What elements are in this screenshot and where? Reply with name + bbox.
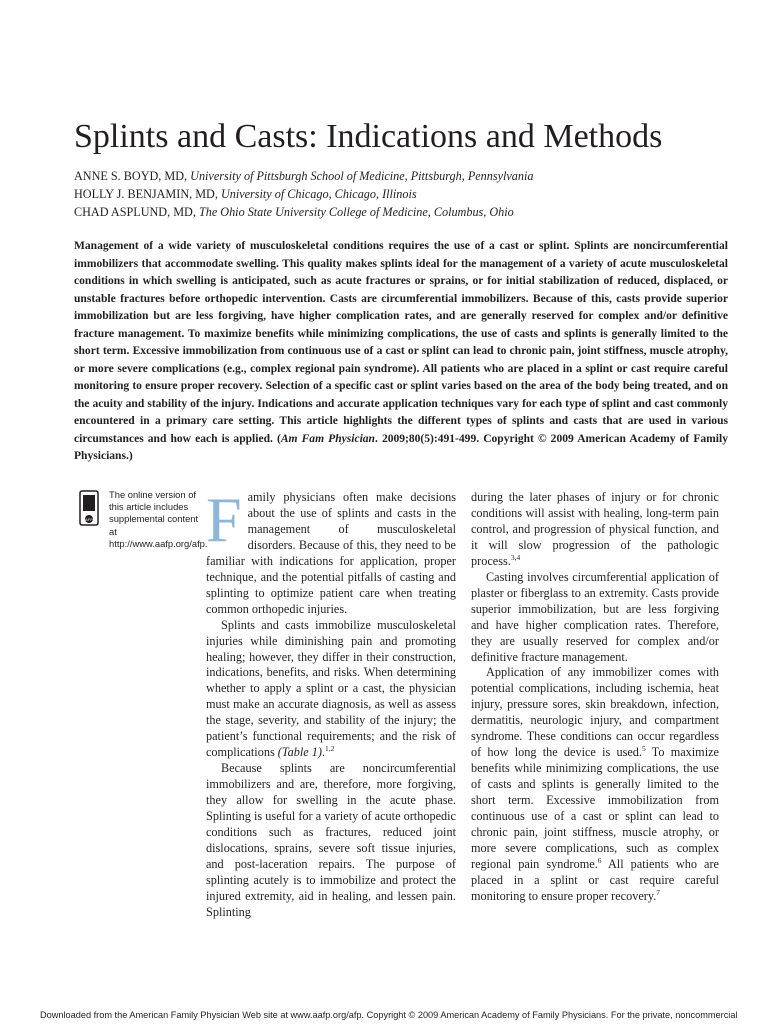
author-name: ANNE S. BOYD, MD,	[74, 169, 188, 183]
reference-superscript: 3,4	[510, 552, 521, 562]
online-version-text: The online version of this article includes supplemental content at http://www.aafp.org/afp.	[109, 489, 208, 549]
author-name: HOLLY J. BENJAMIN, MD,	[74, 187, 218, 201]
body-paragraph	[471, 570, 719, 666]
author-line	[74, 203, 734, 221]
paragraph-text: All patients who are placed in a splint or cast require careful monitoring to ensure proper recovery.	[471, 856, 719, 903]
drop-cap: F	[206, 484, 242, 555]
paragraph-text: during the later phases of injury or for chronic conditions will assist with healing, long-term pain control, and progression of physical function, and it will slow progression of the pathologic process.	[471, 490, 719, 568]
author-line	[74, 167, 734, 185]
paragraph-text: amily physicians often make decisions about the use of splints and casts in the management of musculoskeletal disorders. Because of this, they need to be familiar with indications for application, proper technique, and the potential pitfalls of casting and splinting to optimize patient care when treating common orthopedic injuries.	[206, 490, 456, 616]
afp-icon-label: AFP	[85, 517, 93, 522]
table-reference: (Table 1)	[277, 745, 322, 760]
paragraph-text: Application of any immobilizer comes with potential complications, including ischemia, heat injury, pressure sores, skin breakdown, infection, dermatitis, neurologic injury, and compartment syndrome. These conditions can occur regardless of how long the device is used.	[471, 665, 719, 760]
paragraph-text: Casting involves circumferential application of plaster or fiberglass to an extremity. Casts provide superior immobilization, but are less forgiving and have higher complication rates. Therefore, they are usually reserved for complex and/or definitive fracture management.	[471, 569, 719, 664]
body-paragraph	[471, 490, 719, 570]
reference-superscript: 1,2	[325, 744, 335, 754]
body-paragraph	[206, 618, 456, 762]
online-version-note	[74, 489, 208, 559]
reference-superscript: 7	[656, 887, 661, 897]
body-paragraph	[206, 484, 456, 618]
paragraph-text: Splints and casts immobilize musculoskeletal injuries while diminishing pain and promoting healing; however, they differ in their construction, indications, benefits, and risks. When determining whether to apply a splint or a cast, the physician must make an accurate diagnosis, as well as assess the stage, severity, and stability of the injury; the patient’s functional requirements; and the risk of complications	[206, 617, 456, 760]
paragraph-text: Because splints are noncircumferential immobilizers and are, therefore, more forgiving, they allow for swelling in the acute phase. Splinting is useful for a variety of acute orthopedic conditions such as fractures, reduced joint dislocations, sprains, severe soft tissue injuries, and post-laceration repairs. The purpose of splinting acutely is to immobilize and protect the injured extremity, aid in healing, and lessen pain. Splinting	[206, 761, 456, 919]
body-paragraph	[471, 665, 719, 904]
reference-superscript: 6	[597, 855, 602, 865]
paragraph-text: To maximize benefits while minimizing complications, the use of casts and splints is generally limited to the short term. Excessive immobilization from continuous use of a cast or splint can lead to chronic pain, joint stiffness, muscle atrophy, or more severe complications, such as complex regional pain syndrome.	[471, 745, 719, 871]
reference-superscript: 5	[641, 744, 646, 754]
author-line	[74, 185, 734, 203]
author-affiliation: University of Pittsburgh School of Medicine, Pittsburgh, Pennsylvania	[190, 169, 534, 183]
author-list	[74, 167, 734, 221]
article-title: Splints and Casts: Indications and Methods	[74, 118, 663, 155]
author-affiliation: University of Chicago, Chicago, Illinois	[220, 187, 417, 201]
abstract-text: Management of a wide variety of musculoskeletal conditions requires the use of a cast or splint. Splints are noncircumferential immobilizers that accommodate swelling. This quality makes splints ideal for the management of a variety of acute musculoskeletal conditions in which swelling is anticipated, such as acute fractures or sprains, or for initial stabilization of reduced, displaced, or unstable fractures before orthopedic intervention. Casts are circumferential immobilizers. Because of this, casts provide superior immobilization but are less forgiving, have higher complication rates, and are generally reserved for complex and/or definitive fracture management. To maximize benefits while minimizing complications, the use of casts and splints is generally limited to the short term. Excessive immobilization from continuous use of a cast or splint can lead to chronic pain, joint stiffness, muscle atrophy, or more severe complications (e.g., complex regional pain syndrome). All patients who are placed in a splint or cast require careful monitoring to ensure proper recovery. Selection of a specific cast or splint varies based on the area of the body being treated, and on the acuity and stability of the injury. Indications and accurate application techniques vary for each type of splint and cast commonly encountered in a primary care setting. This article highlights the different types of splints and casts that are used in various circumstances and how each is applied. (	[74, 240, 728, 445]
citation-journal: Am Fam Physician	[280, 432, 375, 445]
citation-details: . 2009;80(5):491-499. Copyright © 2009 American Academy of Family Physicians.)	[74, 432, 728, 462]
author-name: CHAD ASPLUND, MD,	[74, 205, 196, 219]
download-footer: Downloaded from the American Family Physician Web site at www.aafp.org/afp. Copyright © 2009 American Academy of Family Physicians. For the private, noncommercial	[40, 1010, 738, 1020]
body-paragraph	[206, 761, 456, 921]
abstract	[74, 238, 728, 466]
body-column-1	[206, 484, 456, 921]
afp-online-icon	[74, 489, 104, 529]
author-affiliation: The Ohio State University College of Medicine, Columbus, Ohio	[198, 205, 514, 219]
paragraph-text: .	[321, 745, 325, 760]
body-column-2	[471, 490, 719, 905]
